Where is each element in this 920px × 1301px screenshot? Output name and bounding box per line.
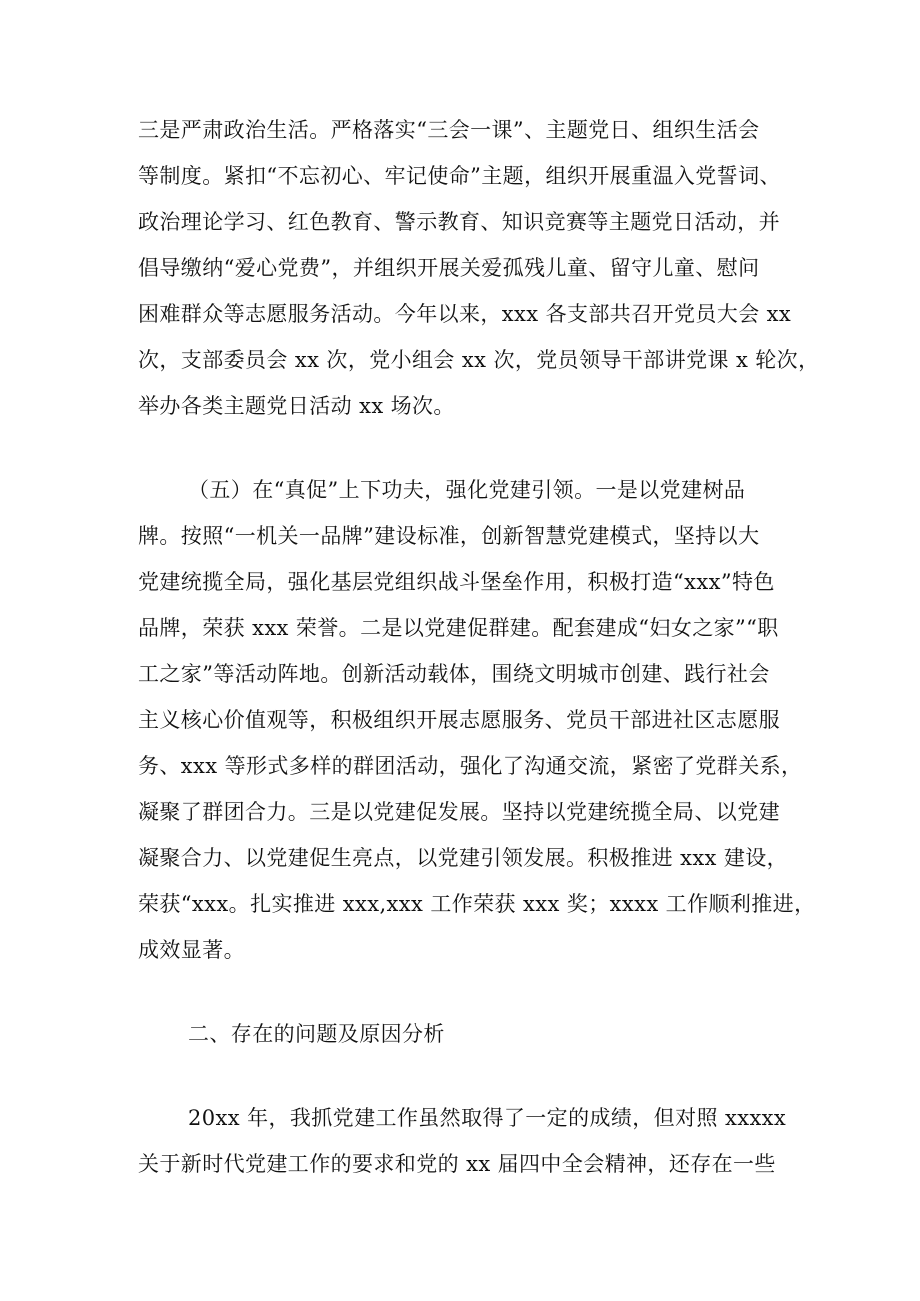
paragraph-3-line: 关于新时代党建工作的要求和党的 xx 届四中全会精神，还存在一些 <box>138 1152 776 1176</box>
paragraph-2-line: 品牌，荣获 xxx 荣誉。二是以党建促群建。配套建成“妇女之家”“职 <box>138 616 779 640</box>
paragraph-1-line: 倡导缴纳“爱心党费”，并组织开展关爱孤残儿童、留守儿童、慰问 <box>138 256 760 280</box>
paragraph-1-line: 困难群众等志愿服务活动。今年以来，xxx 各支部共召开党员大会 xx <box>138 302 792 326</box>
paragraph-1-line: 三是严肃政治生活。严格落实“三会一课”、主题党日、组织生活会 <box>138 118 760 142</box>
paragraph-2-line: 主义核心价值观等，积极组织开展志愿服务、党员干部进社区志愿服 <box>138 708 780 732</box>
paragraph-2-line: （五）在“真促”上下功夫，强化党建引领。一是以党建树品 <box>188 478 746 502</box>
paragraph-1-line: 举办各类主题党日活动 xx 场次。 <box>138 394 455 418</box>
paragraph-2-line: 务、xxx 等形式多样的群团活动，强化了沟通交流，紧密了党群关系， <box>138 754 803 778</box>
paragraph-2-line: 工之家”等活动阵地。创新活动载体，围绕文明城市创建、践行社会 <box>138 662 770 686</box>
paragraph-1-line: 次，支部委员会 xx 次，党小组会 xx 次，党员领导干部讲党课 x 轮次， <box>138 348 820 372</box>
paragraph-2-line: 凝聚合力、以党建促生亮点，以党建引领发展。积极推进 xxx 建设， <box>138 846 789 870</box>
paragraph-1-line: 政治理论学习、红色教育、警示教育、知识竞赛等主题党日活动，并 <box>138 210 780 234</box>
paragraph-2-line: 牌。按照“一机关一品牌”建设标准，创新智慧党建模式，坚持以大 <box>138 524 760 548</box>
paragraph-2-line: 成效显著。 <box>138 938 245 962</box>
paragraph-2-line: 凝聚了群团合力。三是以党建促发展。坚持以党建统揽全局、以党建 <box>138 800 780 824</box>
paragraph-2-line: 党建统揽全局，强化基层党组织战斗堡垒作用，积极打造“xxx”特色 <box>138 570 775 594</box>
paragraph-1-line: 等制度。紧扣“不忘初心、牢记使命”主题，组织开展重温入党誓词、 <box>138 164 781 188</box>
paragraph-3-line: 20xx 年，我抓党建工作虽然取得了一定的成绩，但对照 xxxxx <box>188 1106 787 1130</box>
section-heading: 二、存在的问题及原因分析 <box>188 1022 445 1046</box>
paragraph-2-line: 荣获“xxx。扎实推进 xxx,xxx 工作荣获 xxx 奖；xxxx 工作顺利推进， <box>138 892 816 916</box>
